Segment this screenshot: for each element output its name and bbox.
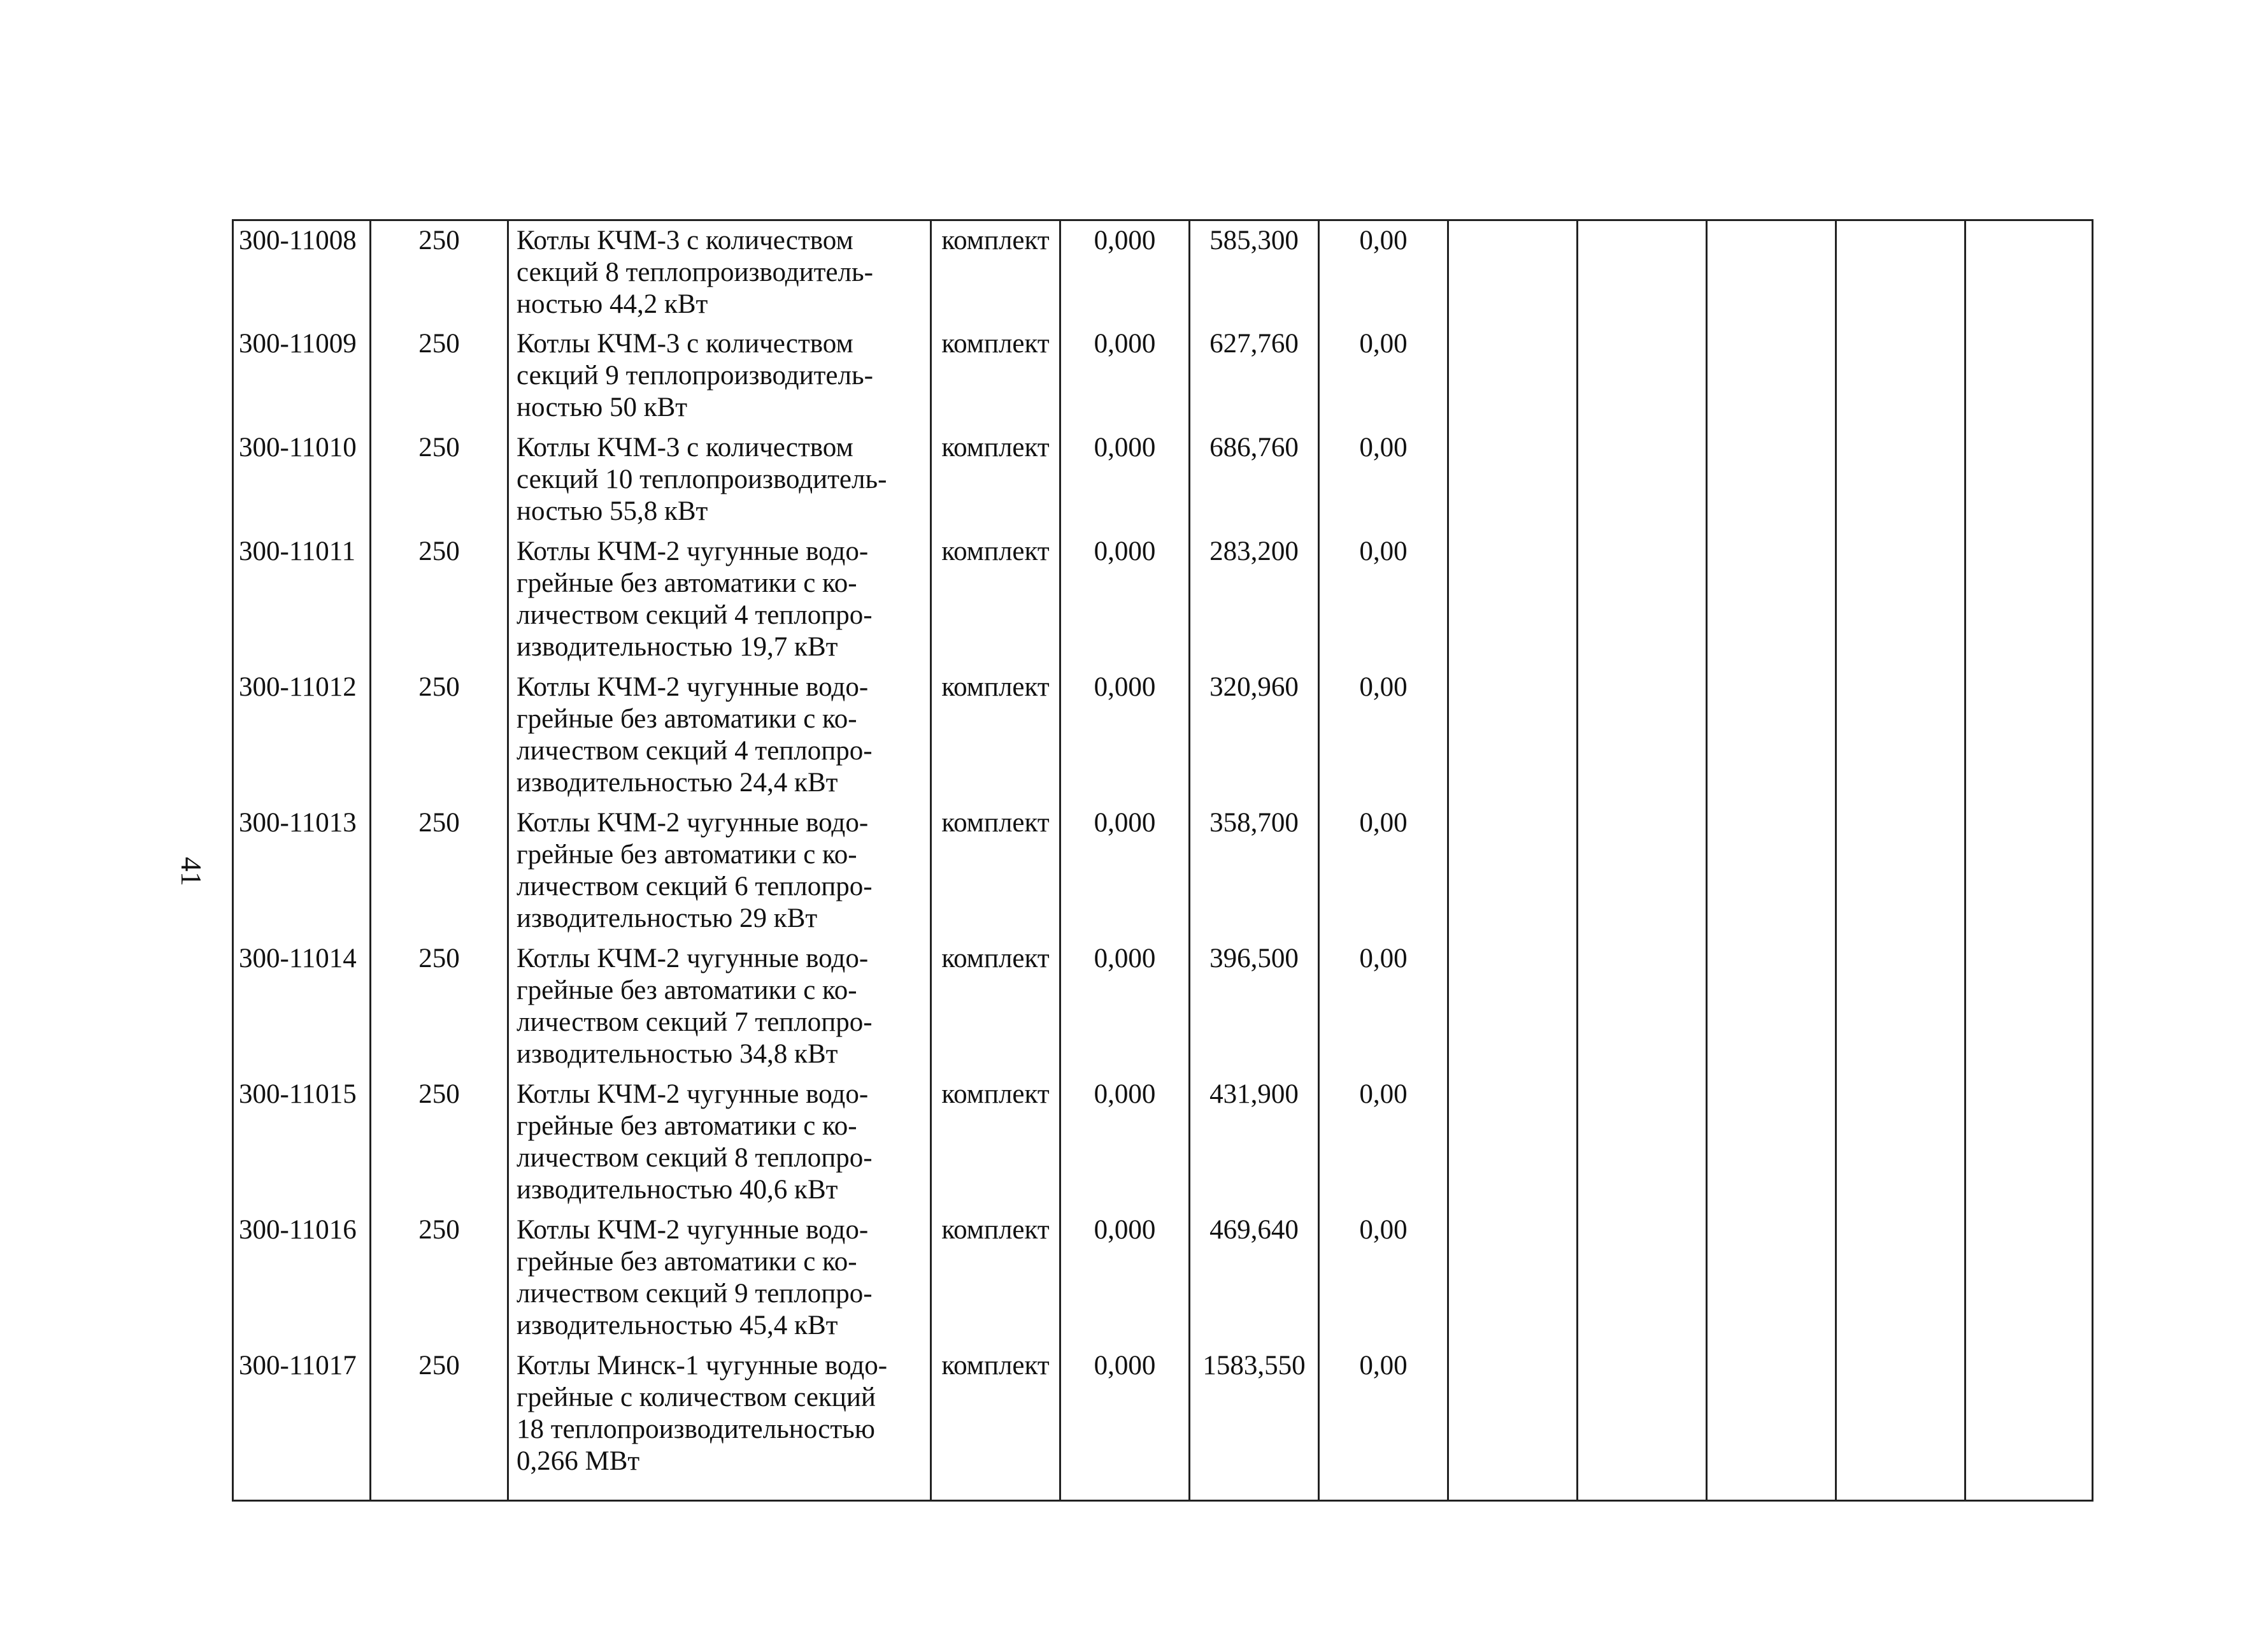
value3-cell: 0,00 bbox=[1319, 428, 1448, 532]
empty-cell bbox=[1578, 1210, 1707, 1346]
unit-cell: комплект bbox=[931, 324, 1060, 428]
empty-cell bbox=[1707, 1346, 1836, 1501]
empty-cell bbox=[1707, 1075, 1836, 1210]
code-cell: 300-11011 bbox=[233, 532, 371, 668]
unit-cell: комплект bbox=[931, 803, 1060, 939]
empty-cell bbox=[1965, 532, 2093, 668]
empty-cell bbox=[1836, 668, 1965, 803]
description-line: личеством секций 6 теплопро- bbox=[517, 871, 873, 901]
norm-cell: 250 bbox=[371, 428, 508, 532]
description-line: личеством секций 8 теплопро- bbox=[517, 1142, 873, 1173]
value3-cell: 0,00 bbox=[1319, 1075, 1448, 1210]
value2-cell: 358,700 bbox=[1190, 803, 1319, 939]
description-line: грейные без автоматики с ко- bbox=[517, 703, 857, 734]
unit-cell: комплект bbox=[931, 220, 1060, 324]
empty-cell bbox=[1578, 532, 1707, 668]
empty-cell bbox=[1707, 668, 1836, 803]
description-line: Котлы КЧМ-3 с количеством bbox=[517, 328, 853, 359]
norm-cell: 250 bbox=[371, 939, 508, 1075]
unit-cell: комплект bbox=[931, 1210, 1060, 1346]
empty-cell bbox=[1836, 1346, 1965, 1501]
empty-cell bbox=[1448, 1075, 1578, 1210]
description-cell bbox=[508, 532, 931, 668]
value2-cell: 1583,550 bbox=[1190, 1346, 1319, 1501]
value2-cell: 627,760 bbox=[1190, 324, 1319, 428]
value1-cell: 0,000 bbox=[1060, 668, 1190, 803]
description-line: секций 10 теплопроизводитель- bbox=[517, 464, 887, 494]
description-line: Котлы КЧМ-3 с количеством bbox=[517, 226, 853, 255]
description-cell bbox=[508, 324, 931, 428]
description-line: изводительностью 45,4 кВт bbox=[517, 1310, 838, 1340]
empty-cell bbox=[1965, 428, 2093, 532]
value2-cell: 396,500 bbox=[1190, 939, 1319, 1075]
empty-cell bbox=[1448, 1346, 1578, 1501]
description-line: секций 8 теплопроизводитель- bbox=[517, 257, 873, 287]
empty-cell bbox=[1578, 428, 1707, 532]
empty-cell bbox=[1965, 220, 2093, 324]
empty-cell bbox=[1448, 803, 1578, 939]
empty-cell bbox=[1448, 532, 1578, 668]
table-row bbox=[233, 803, 2093, 939]
empty-cell bbox=[1578, 220, 1707, 324]
description-line: личеством секций 7 теплопро- bbox=[517, 1007, 873, 1037]
empty-cell bbox=[1707, 803, 1836, 939]
description-cell bbox=[508, 668, 931, 803]
empty-cell bbox=[1965, 668, 2093, 803]
norm-cell: 250 bbox=[371, 803, 508, 939]
description-line: ностью 50 кВт bbox=[517, 392, 688, 422]
description-line: грейные без автоматики с ко- bbox=[517, 839, 857, 870]
norm-cell: 250 bbox=[371, 1075, 508, 1210]
description-line: ностью 44,2 кВт bbox=[517, 289, 708, 319]
description-line: 0,266 МВт bbox=[517, 1446, 640, 1476]
empty-cell bbox=[1836, 1075, 1965, 1210]
description-cell bbox=[508, 1210, 931, 1346]
empty-cell bbox=[1836, 1210, 1965, 1346]
description-line: ностью 55,8 кВт bbox=[517, 496, 708, 526]
code-cell: 300-11009 bbox=[233, 324, 371, 428]
empty-cell bbox=[1836, 532, 1965, 668]
empty-cell bbox=[1448, 428, 1578, 532]
empty-cell bbox=[1836, 220, 1965, 324]
empty-cell bbox=[1965, 803, 2093, 939]
description-line: грейные без автоматики с ко- bbox=[517, 975, 857, 1005]
value1-cell: 0,000 bbox=[1060, 1346, 1190, 1501]
value3-cell: 0,00 bbox=[1319, 1210, 1448, 1346]
value3-cell: 0,00 bbox=[1319, 532, 1448, 668]
description-line: грейные без автоматики с ко- bbox=[517, 1110, 857, 1141]
description-line: изводительностью 34,8 кВт bbox=[517, 1038, 838, 1069]
value3-cell: 0,00 bbox=[1319, 324, 1448, 428]
value3-cell: 0,00 bbox=[1319, 1346, 1448, 1501]
table-row bbox=[233, 1346, 2093, 1501]
empty-cell bbox=[1578, 939, 1707, 1075]
empty-cell bbox=[1707, 939, 1836, 1075]
price-table bbox=[232, 219, 2093, 1502]
empty-cell bbox=[1707, 1210, 1836, 1346]
empty-cell bbox=[1578, 1346, 1707, 1501]
unit-cell: комплект bbox=[931, 668, 1060, 803]
description-line: личеством секций 4 теплопро- bbox=[517, 599, 873, 630]
table-row bbox=[233, 1075, 2093, 1210]
value1-cell: 0,000 bbox=[1060, 1075, 1190, 1210]
unit-cell: комплект bbox=[931, 1346, 1060, 1501]
empty-cell bbox=[1707, 324, 1836, 428]
unit-cell: комплект bbox=[931, 532, 1060, 668]
empty-cell bbox=[1578, 668, 1707, 803]
value2-cell: 431,900 bbox=[1190, 1075, 1319, 1210]
value2-cell: 469,640 bbox=[1190, 1210, 1319, 1346]
description-line: Котлы КЧМ-2 чугунные водо- bbox=[517, 1079, 869, 1109]
empty-cell bbox=[1965, 324, 2093, 428]
description-line: грейные без автоматики с ко- bbox=[517, 1246, 857, 1277]
empty-cell bbox=[1707, 220, 1836, 324]
code-cell: 300-11010 bbox=[233, 428, 371, 532]
value2-cell: 283,200 bbox=[1190, 532, 1319, 668]
norm-cell: 250 bbox=[371, 532, 508, 668]
value1-cell: 0,000 bbox=[1060, 1210, 1190, 1346]
description-line: изводительностью 40,6 кВт bbox=[517, 1174, 838, 1205]
empty-cell bbox=[1707, 428, 1836, 532]
description-line: Котлы КЧМ-3 с количеством bbox=[517, 432, 853, 463]
description-cell bbox=[508, 1346, 931, 1501]
description-cell bbox=[508, 428, 931, 532]
description-line: личеством секций 4 теплопро- bbox=[517, 735, 873, 766]
unit-cell: комплект bbox=[931, 939, 1060, 1075]
description-line: грейные без автоматики с ко- bbox=[517, 568, 857, 598]
norm-cell: 250 bbox=[371, 220, 508, 324]
table-row bbox=[233, 939, 2093, 1075]
table-row bbox=[233, 1210, 2093, 1346]
description-line: изводительностью 19,7 кВт bbox=[517, 631, 838, 662]
code-cell: 300-11016 bbox=[233, 1210, 371, 1346]
page-number: 41 bbox=[175, 857, 208, 886]
description-line: Котлы Минск-1 чугунные водо- bbox=[517, 1350, 888, 1381]
value1-cell: 0,000 bbox=[1060, 803, 1190, 939]
description-cell bbox=[508, 1075, 931, 1210]
value1-cell: 0,000 bbox=[1060, 220, 1190, 324]
table-row bbox=[233, 428, 2093, 532]
code-cell: 300-11013 bbox=[233, 803, 371, 939]
table-row bbox=[233, 532, 2093, 668]
description-line: 18 теплопроизводительностью bbox=[517, 1414, 875, 1444]
description-line: Котлы КЧМ-2 чугунные водо- bbox=[517, 1214, 869, 1245]
norm-cell: 250 bbox=[371, 1346, 508, 1501]
value2-cell: 585,300 bbox=[1190, 220, 1319, 324]
code-cell: 300-11012 bbox=[233, 668, 371, 803]
description-cell bbox=[508, 803, 931, 939]
empty-cell bbox=[1836, 803, 1965, 939]
empty-cell bbox=[1836, 939, 1965, 1075]
unit-cell: комплект bbox=[931, 1075, 1060, 1210]
description-cell bbox=[508, 939, 931, 1075]
value3-cell: 0,00 bbox=[1319, 668, 1448, 803]
empty-cell bbox=[1448, 1210, 1578, 1346]
value3-cell: 0,00 bbox=[1319, 220, 1448, 324]
description-line: Котлы КЧМ-2 чугунные водо- bbox=[517, 943, 869, 973]
value3-cell: 0,00 bbox=[1319, 803, 1448, 939]
empty-cell bbox=[1578, 324, 1707, 428]
empty-cell bbox=[1707, 532, 1836, 668]
norm-cell: 250 bbox=[371, 1210, 508, 1346]
description-line: Котлы КЧМ-2 чугунные водо- bbox=[517, 807, 869, 838]
code-cell: 300-11008 bbox=[233, 220, 371, 324]
empty-cell bbox=[1448, 324, 1578, 428]
description-line: секций 9 теплопроизводитель- bbox=[517, 360, 873, 391]
description-line: грейные с количеством секций bbox=[517, 1382, 876, 1412]
empty-cell bbox=[1578, 803, 1707, 939]
table-row bbox=[233, 220, 2093, 324]
empty-cell bbox=[1448, 939, 1578, 1075]
value1-cell: 0,000 bbox=[1060, 939, 1190, 1075]
empty-cell bbox=[1578, 1075, 1707, 1210]
description-cell bbox=[508, 220, 931, 324]
code-cell: 300-11015 bbox=[233, 1075, 371, 1210]
empty-cell bbox=[1836, 428, 1965, 532]
norm-cell: 250 bbox=[371, 668, 508, 803]
value1-cell: 0,000 bbox=[1060, 428, 1190, 532]
empty-cell bbox=[1965, 1346, 2093, 1501]
empty-cell bbox=[1448, 668, 1578, 803]
value2-cell: 320,960 bbox=[1190, 668, 1319, 803]
table-row bbox=[233, 324, 2093, 428]
empty-cell bbox=[1965, 939, 2093, 1075]
code-cell: 300-11017 bbox=[233, 1346, 371, 1501]
description-line: Котлы КЧМ-2 чугунные водо- bbox=[517, 536, 869, 566]
empty-cell bbox=[1448, 220, 1578, 324]
empty-cell bbox=[1836, 324, 1965, 428]
empty-cell bbox=[1965, 1210, 2093, 1346]
unit-cell: комплект bbox=[931, 428, 1060, 532]
value1-cell: 0,000 bbox=[1060, 324, 1190, 428]
description-line: личеством секций 9 теплопро- bbox=[517, 1278, 873, 1309]
description-line: изводительностью 29 кВт bbox=[517, 903, 818, 933]
description-line: Котлы КЧМ-2 чугунные водо- bbox=[517, 671, 869, 702]
description-line: изводительностью 24,4 кВт bbox=[517, 767, 838, 798]
value1-cell: 0,000 bbox=[1060, 532, 1190, 668]
code-cell: 300-11014 bbox=[233, 939, 371, 1075]
empty-cell bbox=[1965, 1075, 2093, 1210]
table-row bbox=[233, 668, 2093, 803]
value2-cell: 686,760 bbox=[1190, 428, 1319, 532]
norm-cell: 250 bbox=[371, 324, 508, 428]
value3-cell: 0,00 bbox=[1319, 939, 1448, 1075]
